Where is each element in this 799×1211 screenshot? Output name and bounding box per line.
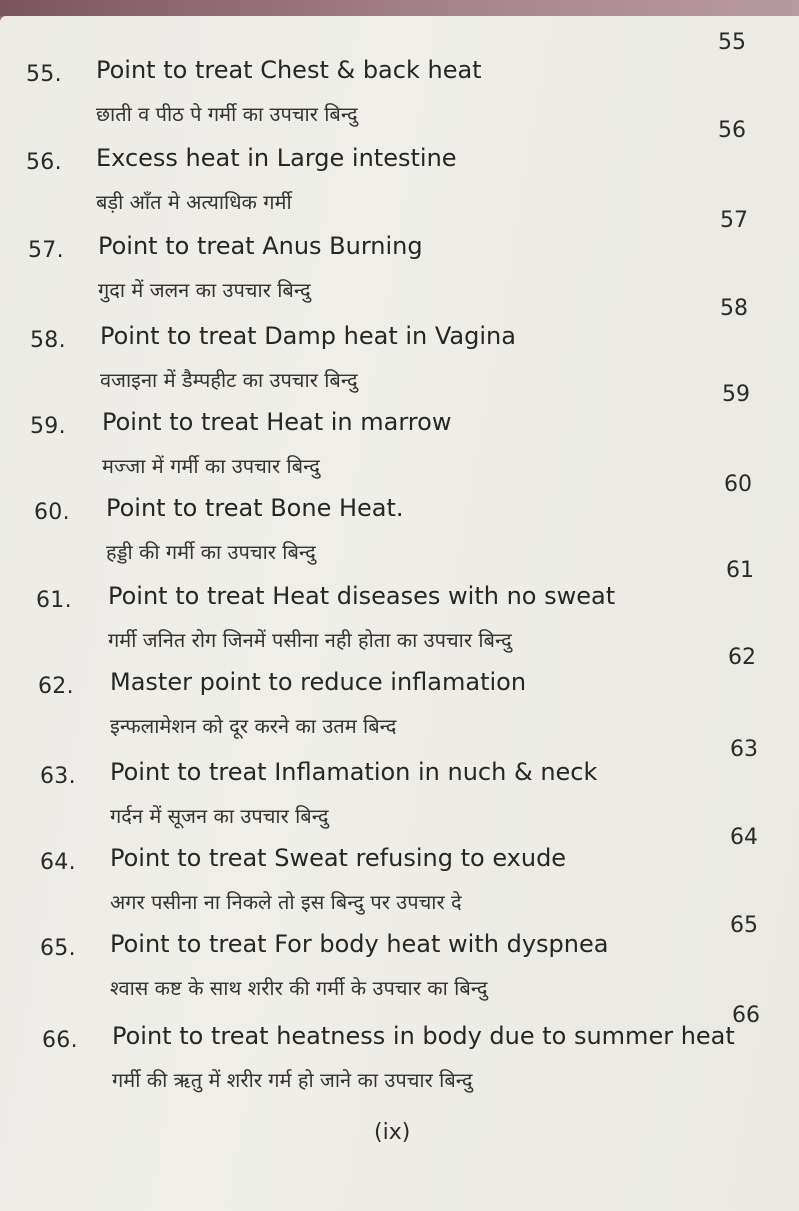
toc-entry <box>0 825 799 926</box>
toc-entry <box>0 208 799 314</box>
entry-title: Excess heat in Large intestine <box>96 144 457 172</box>
entry-title: Master point to reduce inflamation <box>110 668 527 696</box>
entry-hindi-subtitle: छाती व पीठ पे गर्मी का उपचार बिन्दु <box>96 102 358 126</box>
entry-title: Point to treat Bone Heat. <box>106 494 404 522</box>
book-page <box>0 16 799 1211</box>
entry-hindi-subtitle: श्वास कष्ट के साथ शरीर की गर्मी के उपचार का बिन्दु <box>110 976 488 1000</box>
entry-number: 66. <box>42 1028 78 1053</box>
entry-page-number: 63 <box>730 737 758 762</box>
entry-page-number: 58 <box>720 296 748 321</box>
entry-title: Point to treat Chest & back heat <box>96 56 482 84</box>
entry-page-number: 55 <box>718 30 746 55</box>
toc-entry <box>0 913 799 1012</box>
entry-number: 61. <box>36 588 72 613</box>
toc-entry <box>0 472 799 576</box>
entry-page-number: 57 <box>720 208 748 233</box>
entry-number: 63. <box>40 764 76 789</box>
toc-entry <box>0 1003 799 1104</box>
entry-hindi-subtitle: गर्मी की ऋतु में शरीर गर्म हो जाने का उपचार बिन्दु <box>112 1068 473 1092</box>
page-number-footer: (ix) <box>374 1120 411 1145</box>
entry-title: Point to treat Sweat refusing to exude <box>110 844 567 872</box>
entry-page-number: 62 <box>728 645 756 670</box>
entry-title: Point to treat Anus Burning <box>98 232 423 260</box>
page-top-edge <box>0 0 799 16</box>
entry-title: Point to treat Heat in marrow <box>102 408 452 436</box>
toc-entry <box>0 296 799 404</box>
entry-page-number: 59 <box>722 382 750 407</box>
entry-title: Point to treat heatness in body due to summer heat <box>112 1022 735 1050</box>
entry-title: Point to treat Heat diseases with no sweat <box>108 582 616 610</box>
entry-number: 59. <box>30 414 66 439</box>
entry-hindi-subtitle: मज्जा में गर्मी का उपचार बिन्दु <box>102 454 320 478</box>
entry-title: Point to treat Inflamation in nuch & neck <box>110 758 598 786</box>
entry-hindi-subtitle: गुदा में जलन का उपचार बिन्दु <box>98 278 311 302</box>
entry-number: 60. <box>34 500 70 525</box>
toc-entry <box>0 737 799 840</box>
entry-page-number: 65 <box>730 913 758 938</box>
entry-number: 65. <box>40 936 76 961</box>
entry-number: 58. <box>30 328 66 353</box>
entry-page-number: 56 <box>718 118 746 143</box>
entry-hindi-subtitle: अगर पसीना ना निकले तो इस बिन्दु पर उपचार दे <box>110 890 462 914</box>
entry-number: 62. <box>38 674 74 699</box>
toc-entry <box>0 645 799 750</box>
entry-page-number: 64 <box>730 825 758 850</box>
entry-hindi-subtitle: गर्मी जनित रोग जिनमें पसीना नही होता का उपचार बिन्दु <box>108 628 512 652</box>
entry-title: Point to treat Damp heat in Vagina <box>100 322 516 350</box>
entry-page-number: 66 <box>732 1003 760 1028</box>
entry-hindi-subtitle: वजाइना में डैम्पहीट का उपचार बिन्दु <box>100 368 358 392</box>
toc-entry <box>0 558 799 664</box>
toc-entry <box>0 30 799 138</box>
entry-hindi-subtitle: हड्डी की गर्मी का उपचार बिन्दु <box>106 540 316 564</box>
entry-number: 55. <box>26 62 62 87</box>
entry-number: 56. <box>26 150 62 175</box>
entry-number: 57. <box>28 238 64 263</box>
entry-hindi-subtitle: गर्दन में सूजन का उपचार बिन्दु <box>110 804 329 828</box>
entry-title: Point to treat For body heat with dyspnea <box>110 930 609 958</box>
entry-hindi-subtitle: इन्फलामेशन को दूर करने का उतम बिन्द <box>110 714 397 738</box>
toc-entry <box>0 118 799 226</box>
entry-hindi-subtitle: बड़ी आँत मे अत्याधिक गर्मी <box>96 190 292 214</box>
toc-entry <box>0 382 799 490</box>
entry-page-number: 61 <box>726 558 754 583</box>
entry-page-number: 60 <box>724 472 752 497</box>
entry-number: 64. <box>40 850 76 875</box>
